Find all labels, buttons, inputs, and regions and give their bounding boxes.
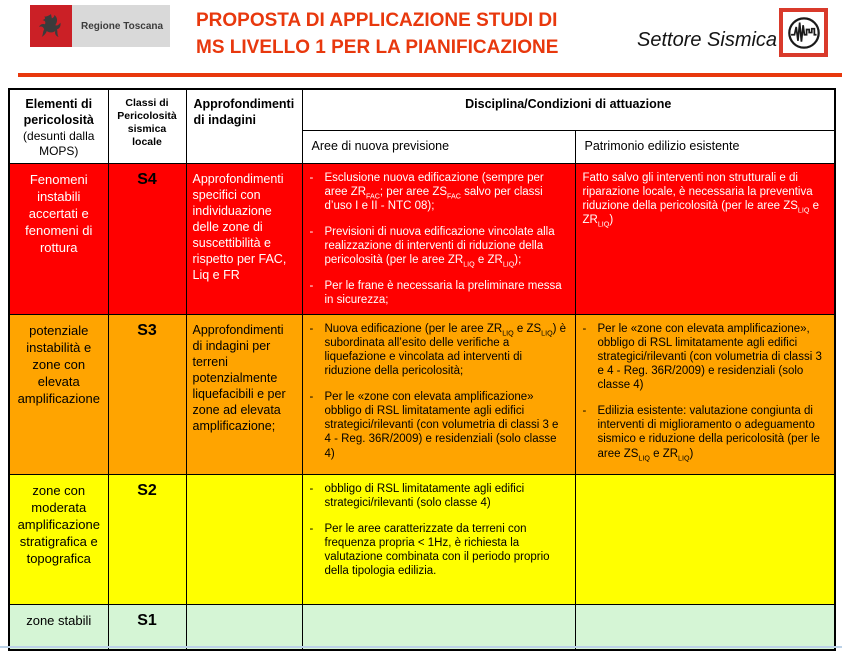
ms-application-table bbox=[8, 88, 836, 651]
cell-s3-class: S3 bbox=[108, 315, 186, 475]
cell-s1-new-areas bbox=[302, 605, 575, 650]
cell-s3-hazard: potenziale instabilità e zone con elevata amplificazione bbox=[9, 315, 108, 475]
seismograph-icon bbox=[785, 14, 823, 52]
page-title-line2: MS LIVELLO 1 PER LA PIANIFICAZIONE bbox=[196, 37, 559, 58]
cell-s3-new-areas bbox=[302, 315, 575, 475]
list-item: - Per le aree caratterizzate da terreni con frequenza propria < 1Hz, è richiesta la valutazione combinata con il periodo proprio della tipologia edilizia. bbox=[309, 523, 550, 578]
header-classi: Classi di Pericolosità sismica locale bbox=[108, 89, 186, 164]
header-nuova-previsione: Aree di nuova previsione bbox=[302, 131, 575, 164]
list-item: - Per le «zone con elevata amplificazione», obbligo di RSL limitatamente agli edifici strategici/rilevanti (con volumetria di classi 3 e 4 - Reg. 36R/2009) e residenziali (solo classe 4) bbox=[582, 323, 822, 392]
regione-toscana-label: Regione Toscana bbox=[72, 5, 170, 47]
cell-s2-class: S2 bbox=[108, 475, 186, 605]
header-elementi-sub: (desunti dalla MOPS) bbox=[23, 129, 95, 159]
table-row-s3 bbox=[9, 315, 835, 475]
header-patrimonio: Patrimonio edilizio esistente bbox=[575, 131, 835, 164]
table-row-s1 bbox=[9, 605, 835, 650]
cell-s1-class: S1 bbox=[108, 605, 186, 650]
paragraph: Fatto salvo gli interventi non strutturali e di riparazione locale, è necessaria la preventiva riduzione della pericolosità (per le aree $ZS_{LIQ}$ e $ZR_{LIQ}$) bbox=[582, 172, 819, 229]
table-header-row bbox=[9, 89, 835, 131]
cell-s4-hazard: Fenomeni instabili accertati e fenomeni di rottura bbox=[9, 164, 108, 315]
cell-s3-investigations: Approfondimenti di indagini per terreni potenzialmente liquefacibili e per zone ad elevata amplificazione; bbox=[186, 315, 302, 475]
header-divider bbox=[18, 73, 842, 77]
list-item: - Nuova edificazione (per le aree $ZR_{LIQ}$ e $ZS_{LIQ}$) è subordinata all’esito delle verifiche a liquefazione e vincolata ad interventi di riduzione della pericolosità; bbox=[309, 323, 567, 378]
header-elementi: Elementi di pericolosità (desunti dalla MOPS) bbox=[9, 89, 108, 164]
cell-s2-hazard: zone con moderata amplificazione stratigrafica e topografica bbox=[9, 475, 108, 605]
cell-s1-existing-buildings bbox=[575, 605, 835, 650]
page-title bbox=[196, 7, 558, 61]
list-item: - Per le frane è necessaria la preliminare messa in sicurezza; bbox=[309, 280, 562, 307]
cell-s3-existing-buildings bbox=[575, 315, 835, 475]
cell-s2-new-areas bbox=[302, 475, 575, 605]
list-item: - Per le «zone con elevata amplificazione» obbligo di RSL limitatamente agli edifici strategici/rilevanti (con volumetria di classi 3 e 4 - Reg. 36R/2009) e residenziali (solo classe 4) bbox=[309, 391, 559, 460]
cell-s4-investigations: Approfondimenti specifici con individuazione delle zone di suscettibilità e rispetto per FAC, Liq e FR bbox=[186, 164, 302, 315]
cell-s1-investigations bbox=[186, 605, 302, 650]
list-item: - obbligo di RSL limitatamente agli edifici strategici/rilevanti (solo classe 4) bbox=[309, 483, 525, 510]
header-approfondimenti: Approfondimenti di indagini bbox=[186, 89, 302, 164]
pegasus-icon bbox=[30, 5, 72, 47]
header-disciplina: Disciplina/Condizioni di attuazione bbox=[302, 89, 835, 131]
cell-s4-class: S4 bbox=[108, 164, 186, 315]
regione-toscana-logo bbox=[30, 5, 170, 47]
list-item: - Esclusione nuova edificazione (sempre per aree $ZR_{FAC}$; per aree $ZS_{FAC}$ salvo per classi d’uso I e II - NTC 08); bbox=[309, 172, 544, 213]
seismic-sector-logo bbox=[779, 8, 828, 57]
sector-label: Settore Sismica bbox=[637, 29, 778, 51]
page-title-line1: PROPOSTA DI APPLICAZIONE STUDI DI bbox=[196, 10, 558, 31]
table-row-s4 bbox=[9, 164, 835, 315]
list-item: - Edilizia esistente: valutazione congiunta di interventi di miglioramento o adeguamento sismico e riduzione della pericolosità (per le aree $ZS_{LIQ}$ e $ZR_{LIQ}$) bbox=[582, 405, 820, 462]
cell-s2-existing-buildings bbox=[575, 475, 835, 605]
cell-s1-hazard: zone stabili bbox=[9, 605, 108, 650]
cell-s4-new-areas bbox=[302, 164, 575, 315]
cell-s2-investigations bbox=[186, 475, 302, 605]
cell-s4-existing-buildings bbox=[575, 164, 835, 315]
list-item: - Previsioni di nuova edificazione vincolate alla realizzazione di interventi di riduzione della pericolosità (per le aree $ZR_{LIQ}$ e $ZR_{LIQ}$); bbox=[309, 226, 555, 269]
table-row-s2 bbox=[9, 475, 835, 605]
